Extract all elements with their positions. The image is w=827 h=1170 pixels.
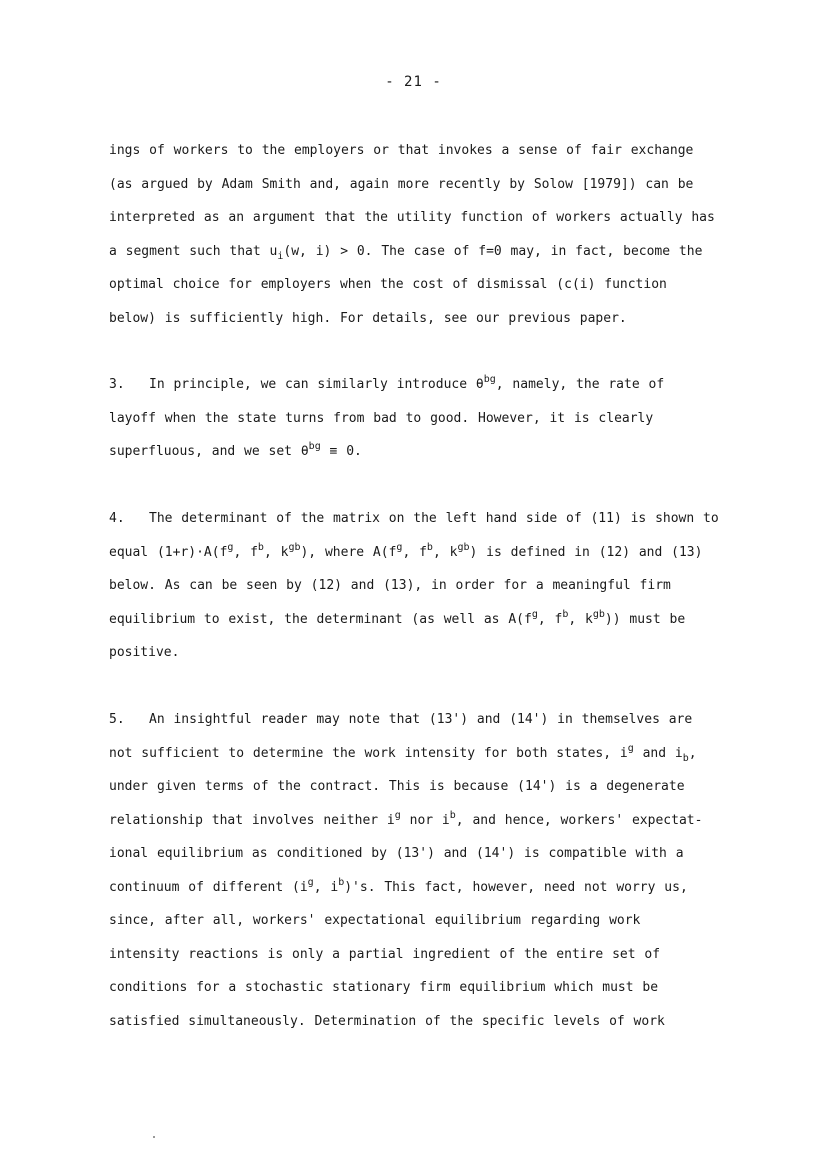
footnote-3: [109, 368, 749, 469]
text-line: 4. The determinant of the matrix on the left hand side of (11) is shown to: [109, 502, 749, 536]
text-line: (as argued by Adam Smith and, again more recently by Solow [1979]) can be: [109, 176, 694, 192]
text-line: under given terms of the contract. This is because (14') is a degenerate: [109, 779, 685, 794]
text-line: interpreted as an argument that the utility function of workers actually has: [109, 210, 715, 225]
text-line: 3. In principle, we can similarly introduce $\theta^{bg}$, namely, the rate of: [109, 368, 749, 402]
page-number: - 21 -: [385, 74, 442, 90]
text-line: below. As can be seen by (12) and (13), in order for a meaningful firm: [109, 578, 671, 593]
text-line: a segment such that $u_i(w$, i) > 0. The case of f=0 may, in fact, become the: [109, 243, 703, 262]
text-line: layoff when the state turns from bad to good. However, it is clearly: [109, 410, 654, 426]
text-line: equal $(1+r)\cdot A(f^g$, $f^b$, $k^{gb}$), where $A(f^g$, $f^b$, $k^{gb}$) is defined in (12) and (13): [109, 541, 703, 560]
text-line: satisfied simultaneously. Determination of the specific levels of work: [109, 1013, 665, 1029]
text-line: relationship that involves neither $i^g$ nor $i^b$, and hence, workers' expectat-: [109, 809, 703, 828]
footnote-5: [109, 703, 749, 1038]
text-line: optimal choice for employers when the cost of dismissal (c(i) function: [109, 277, 667, 292]
text-line: 5. An insightful reader may note that (13') and (14') in themselves are: [109, 703, 749, 737]
footnote-number: 5.: [109, 712, 125, 727]
text-line: conditions for a stochastic stationary firm equilibrium which must be: [109, 980, 659, 995]
text-line: positive.: [109, 645, 180, 660]
text-line: intensity reactions is only a partial ingredient of the entire set of: [109, 946, 661, 962]
text-line: continuum of different ($i^g$, $i^b)'s$. This fact, however, need not worry us,: [109, 876, 688, 895]
text-line: below) is sufficiently high. For details, see our previous paper.: [109, 310, 627, 326]
footnote-continued: [109, 134, 749, 335]
footnote-4: [109, 502, 749, 670]
text-line: ional equilibrium as conditioned by (13') and (14') is compatible with a: [109, 846, 684, 861]
footnote-number: 4.: [109, 511, 125, 526]
text-line: ings of workers to the employers or that invokes a sense of fair exchange: [109, 143, 694, 158]
text-line: superfluous, and we set $\theta^{bg} \equiv 0$.: [109, 441, 362, 459]
text-line: equilibrium to exist, the determinant (as well as $A(f^g$, $f^b$, $k^{gb}$)) must be: [109, 608, 686, 627]
text-line: since, after all, workers' expectational equilibrium regarding work: [109, 913, 641, 928]
scan-speck: [153, 1136, 155, 1138]
text-line: not sufficient to determine the work intensity for both states, $i^g$ and $i_b$,: [109, 742, 697, 764]
footnote-number: 3.: [109, 377, 125, 392]
